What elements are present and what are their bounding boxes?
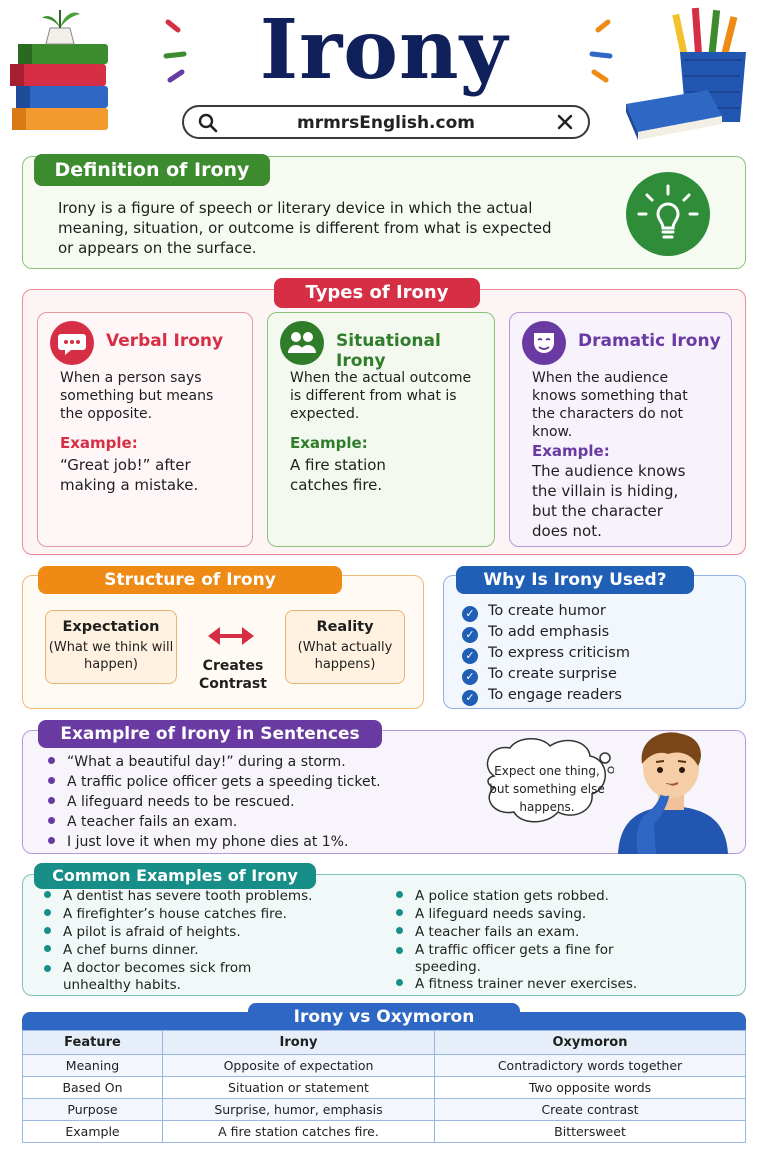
common-examples-heading: Common Examples of Irony (34, 863, 316, 889)
speech-bubble-icon (50, 321, 94, 365)
thinking-boy-icon (608, 724, 738, 854)
table-row (23, 1055, 746, 1077)
table-cell: A fire station catches fire. (163, 1121, 435, 1143)
situational-irony-card (267, 312, 495, 547)
verbal-irony-card (37, 312, 253, 547)
table-row (23, 1099, 746, 1121)
card-example-label: Example: (60, 434, 138, 452)
thought-text: Expect one thing, but something else happens. (489, 764, 605, 814)
definition-text: Irony is a figure of speech or literary device in which the actual meaning, situation, or outcome is different from what is expected or appears on the surface. (58, 199, 552, 257)
list-item: A pilot is afraid of heights. (44, 924, 241, 941)
list-item: A teacher fails an exam. (396, 924, 579, 941)
card-title: Dramatic Irony (578, 331, 721, 351)
check-icon: ✓ (462, 690, 478, 706)
card-example: The audience knows the villain is hiding, but the character does not. (532, 462, 686, 540)
sentences-heading: Examplre of Irony in Sentences (38, 720, 382, 748)
table-cell: Situation or statement (163, 1077, 435, 1099)
table-cell: Contradictory words together (435, 1055, 746, 1077)
expectation-subtitle: (What we think will happen) (48, 640, 174, 672)
table-cell: Opposite of expectation (163, 1055, 435, 1077)
theater-mask-icon (522, 321, 566, 365)
table-cell: Purpose (23, 1099, 163, 1121)
list-item: A lifeguard needs to be rescued. (48, 794, 295, 810)
list-item: A dentist has severe tooth problems. (44, 888, 312, 905)
check-icon: ✓ (462, 669, 478, 685)
list-item: A firefighter’s house catches fire. (44, 906, 287, 923)
list-item: A traffic police officer gets a speeding ticket. (48, 774, 381, 790)
card-example: “Great job!” after making a mistake. (60, 456, 199, 494)
card-description: When the actual outcome is different from what is expected. (290, 370, 472, 422)
column-header: Irony (163, 1031, 435, 1055)
creates-contrast-label: Creates Contrast (199, 658, 267, 692)
close-icon[interactable] (556, 113, 574, 131)
why-heading: Why Is Irony Used? (456, 566, 694, 594)
reality-box (285, 610, 405, 684)
list-item: A doctor becomes sick from unhealthy habits. (44, 960, 284, 994)
card-example-label: Example: (290, 434, 368, 452)
check-icon: ✓ (462, 648, 478, 664)
card-example-label: Example: (532, 442, 610, 460)
table-cell: Two opposite words (435, 1077, 746, 1099)
dramatic-irony-card (509, 312, 732, 547)
table-cell: Bittersweet (435, 1121, 746, 1143)
table-row (23, 1077, 746, 1099)
table-cell: Based On (23, 1077, 163, 1099)
people-icon (280, 321, 324, 365)
table-header-row (23, 1031, 746, 1055)
table-cell: Example (23, 1121, 163, 1143)
list-item: A fitness trainer never exercises. (396, 976, 637, 993)
table-cell: Create contrast (435, 1099, 746, 1121)
list-item: “What a beautiful day!” during a storm. (48, 754, 346, 770)
table-row (23, 1121, 746, 1143)
expectation-title: Expectation (62, 619, 160, 635)
column-header: Oxymoron (435, 1031, 746, 1055)
comparison-table (22, 1030, 746, 1143)
column-header: Feature (23, 1031, 163, 1055)
structure-heading: Structure of Irony (38, 566, 342, 594)
card-example: A fire station catches fire. (290, 456, 386, 494)
list-item: A chef burns dinner. (44, 942, 199, 959)
list-item: A teacher fails an exam. (48, 814, 237, 830)
site-url: mrmrsEnglish.com (296, 113, 475, 133)
why-item: ✓ To engage readers (462, 687, 622, 706)
why-item: ✓ To create surprise (462, 666, 617, 685)
why-item: ✓ To add emphasis (462, 624, 609, 643)
list-item: I just love it when my phone dies at 1%. (48, 834, 348, 850)
why-item: ✓ To express criticism (462, 645, 630, 664)
reality-subtitle: (What actually happens) (297, 640, 393, 672)
card-description: When the audience knows something that the characters do not know. (532, 370, 688, 440)
expectation-box (45, 610, 177, 684)
site-search-bar[interactable] (182, 105, 590, 139)
page-title: Irony (259, 2, 509, 98)
list-item: A police station gets robbed. (396, 888, 609, 905)
table-cell: Surprise, humor, emphasis (163, 1099, 435, 1121)
definition-heading: Definition of Irony (34, 154, 270, 186)
types-heading: Types of Irony (274, 278, 480, 308)
reality-title: Reality (316, 619, 374, 635)
check-icon: ✓ (462, 627, 478, 643)
list-item: A lifeguard needs saving. (396, 906, 586, 923)
card-title: Verbal Irony (106, 331, 224, 351)
why-item: ✓ To create humor (462, 603, 606, 622)
double-arrow-icon (206, 624, 256, 648)
list-item: A traffic officer gets a fine for speeding. (396, 942, 616, 976)
lightbulb-icon (626, 172, 710, 256)
table-cell: Meaning (23, 1055, 163, 1077)
card-title: Situational Irony (336, 331, 441, 371)
card-description: When a person says something but means the opposite. (60, 370, 214, 422)
comparison-heading: Irony vs Oxymoron (248, 1003, 520, 1031)
check-icon: ✓ (462, 606, 478, 622)
